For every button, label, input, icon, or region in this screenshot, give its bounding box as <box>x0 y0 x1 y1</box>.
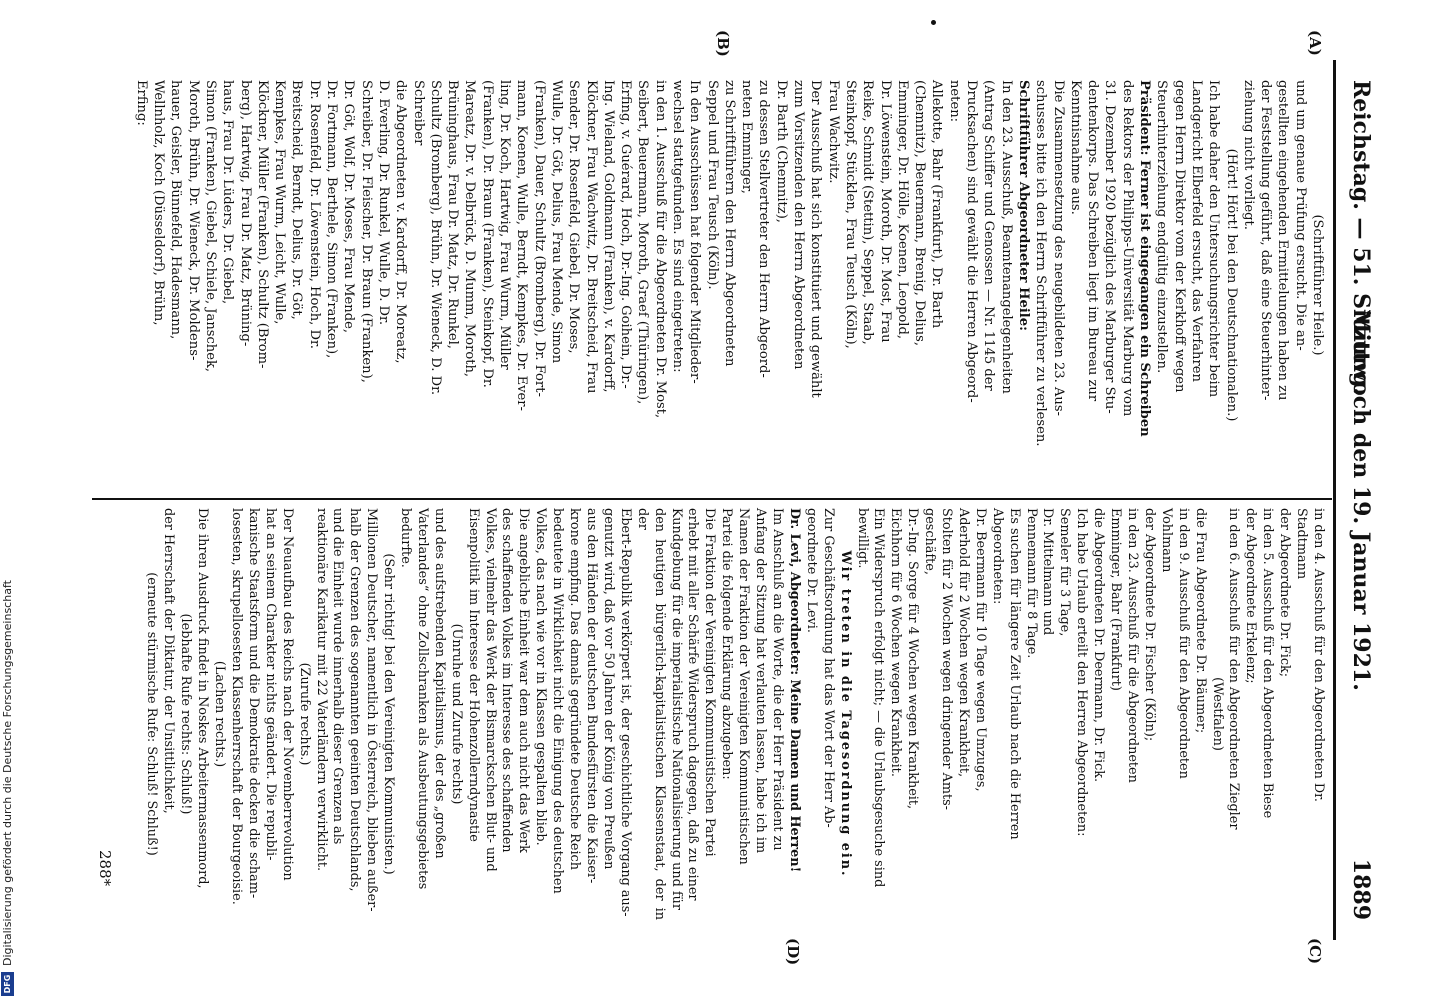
margin-mark-d: (D) <box>784 938 802 966</box>
text-line: Aderhold für 2 Wochen wegen Krankheit, <box>955 508 971 778</box>
text-line: zum Vorsitzenden den Herrn Abgeordneten <box>791 80 807 370</box>
text-line: Moroth, Brühn, Dr. Wieneck, Dr. Moldens- <box>185 80 201 361</box>
text-line: Kundgebung für die imperialistische Nationalisierung und für <box>668 508 684 910</box>
text-line: und des aufstrebenden Kapitalismus, der des „großen <box>431 508 447 859</box>
text-line: Ich habe Urlaub erteilt den Herren Abgeordneten: <box>1074 508 1090 837</box>
text-line: Die ihren Ausdruck findet in Noskes Arbeitermassenmord, <box>195 508 211 889</box>
text-line: Breitscheid, Berndt, Delius, Dr. Göt, <box>289 80 305 320</box>
text-line: D. Everling, Dr. Runkel, Wulle, D. Dr. <box>375 80 391 326</box>
text-line: die Abgeordneten Dr. Deermann, Dr. Fick. <box>1091 508 1107 783</box>
text-line: Die angebliche Einheit war dem auch nicht das Werk <box>516 508 532 853</box>
margin-mark-c: (C) <box>1306 938 1324 965</box>
text-line: Partei die folgende Erklärung abzugeben: <box>719 508 735 780</box>
text-line: Volkes, vielmehr das Werk der Bismarckschen Blut- und <box>482 508 498 872</box>
text-line: Erfing: <box>133 80 149 126</box>
text-line: Schreiber <box>410 80 426 146</box>
text-line: Schriftführer Abgeordneter Heile: <box>1015 80 1031 331</box>
text-line: Schultz (Bromberg), Brühn, Dr. Wieneck, D. Dr. <box>427 80 443 396</box>
text-line: Mareatz, Dr. v. Delbrück, D. Mumm, Moroth, <box>462 80 478 378</box>
text-line: (Sehr richtig! bei den Vereinigten Kommunisten.) <box>381 553 397 875</box>
text-line: Dr. Barth (Chemnitz), <box>773 80 789 223</box>
text-line: Emminger, Bahr (Frankfurt) <box>1108 508 1124 691</box>
text-line: die Abgeordneten v. Kardorff, Dr. Moreatz, <box>393 80 409 364</box>
text-line: Steinkopf, Stücklen, Frau Teusch (Köln), <box>842 80 858 349</box>
text-line: bedurfte. <box>398 508 414 568</box>
text-line: der Herrschaft der Diktatur, der Unsittlichkeit, <box>161 508 177 814</box>
text-line: schusses bitte ich den Herrn Schriftführer zu verlesen. <box>1033 80 1049 447</box>
text-line: Es suchen für längere Zeit Urlaub nach die Herren <box>1006 508 1022 840</box>
text-line: Die Zusammensetzung des neugebildeten 23. Aus- <box>1050 80 1066 416</box>
text-line: Der Ausschuß hat sich konstituiert und gewählt <box>808 80 824 398</box>
text-line: Die Fraktion der Vereinigten Kommunistischen Partei <box>702 508 718 857</box>
text-line: der Abgeordnete Dr. Fick; <box>1277 508 1293 678</box>
text-line: Landgericht Elberfeld ersucht, das Verfahren <box>1188 80 1204 382</box>
header-date: Mittwoch den 19. Januar 1921. <box>1348 309 1374 691</box>
text-line: (Hört! Hört! bei den Deutschnationalen.) <box>1223 148 1239 422</box>
text-line: genutzt wird, daß vor 50 Jahren der König von Preußen <box>600 508 616 870</box>
left-column <box>133 80 1326 490</box>
text-line: Ebert-Republik verkörpert ist, der geschichtliche Vorgang aus- <box>617 508 633 917</box>
text-line: Frau Wachwitz. <box>825 80 841 184</box>
text-line: krone empfing. Das damals gegründete Deutsche Reich <box>567 508 583 870</box>
footer-page-number: 288* <box>96 850 114 887</box>
text-line: Simon (Franken), Giebel, Schiele, Janschek, <box>203 80 218 373</box>
text-line: neten Emminger, <box>739 80 755 194</box>
text-line: Seibert, Beuermann, Moroth, Graef (Thüringen), <box>635 80 651 405</box>
text-line: Reike, Schmidt (Stettin), Seppel, Staab, <box>860 80 876 345</box>
text-line: hauer, Geisler, Bünnefeld, Hadesmann, <box>168 80 184 340</box>
margin-mark-a: (A) <box>1306 30 1324 56</box>
text-line: Klöckner, Müller (Franken), Schultz (Brom- <box>254 80 270 369</box>
margin-mark-b: (B) <box>714 30 732 57</box>
text-line: wechsel stattgefunden. Es sind eingetreten: <box>670 80 686 373</box>
text-line: Der Neuaufbau des Reichs nach der Novemberrevolution <box>279 508 295 881</box>
text-line: Wulle, Dr. Göt, Delius, Frau Mende, Simon <box>548 80 564 364</box>
text-line: Kenntnisnahme aus. <box>1067 80 1083 215</box>
text-line: (Westfalen) <box>1209 677 1225 751</box>
text-line: gegen Herrn Direktor vom der Kerkhoff wegen <box>1171 80 1187 393</box>
text-line: (Antrag Schiffer und Genossen — Nr. 1145 der <box>981 80 997 391</box>
text-line: Ich habe daher den Untersuchungsrichter beim <box>1206 80 1222 398</box>
header-rule <box>1333 60 1336 940</box>
text-line: Vohlmann <box>1158 508 1174 573</box>
text-line: (Schriftführer Heile.) <box>1310 214 1325 356</box>
text-line: Wir treten in die Tagesordnung ein. <box>837 550 853 878</box>
text-line: bedeutete in Wirklichkeit nicht die Einigung des deutschen <box>550 508 566 894</box>
text-line: der Feststellung geführt, daß eine Steuerhinter- <box>1258 80 1274 401</box>
text-line: die Frau Abgeordnete Dr. Bäumer; <box>1192 508 1208 734</box>
text-line: Kempkes, Frau Wurm, Leicht, Wulle, <box>272 80 288 325</box>
text-line: und um genaue Prüfung ersucht. Die an- <box>1292 80 1308 351</box>
header-session: Reichstag. — 51. Sitzung. <box>1348 80 1374 396</box>
ink-dot <box>931 20 936 25</box>
text-line: 31. Dezember 1920 bezüglich des Marburger Stu- <box>1102 80 1118 414</box>
text-line: Pennemann für 8 Tage. <box>1023 508 1039 659</box>
text-line: (Chemnitz), Beuermann, Brenig, Delius, <box>912 80 928 347</box>
text-line: halb der Grenzen des sogenannten geeinten Deutschlands, <box>347 508 363 892</box>
text-line: Klöckner, Frau Wachwitz, Dr. Breitscheid, Frau <box>583 80 599 394</box>
text-line: (Zurufe rechts.) <box>296 662 312 766</box>
text-line: Semeler für 3 Tage, <box>1057 508 1073 637</box>
text-line: ziehung nicht vorliegt. <box>1240 80 1256 230</box>
text-line: Ing. Wieland, Goldmann (Franken), v. Kardorff, <box>600 80 616 393</box>
text-line: Allekotte, Bahr (Frankfurt), Dr. Barth <box>929 80 945 329</box>
text-line: Im Anschluß an die Worte, die der Herr Präsident zu <box>770 508 785 851</box>
text-line: den heutigen bürgerlich-kapitalistischen Klassenstaat, der in der <box>634 508 667 920</box>
text-line: Anfang der Sitzung hat verlauten lassen, habe ich im <box>753 508 769 854</box>
text-line: (lebhafte Rufe rechts: Schluß!) <box>178 613 194 815</box>
text-line: Dr. Göt, Wolf, Dr. Moses, Frau Mende, <box>341 80 357 333</box>
text-line: Namen der Fraktion der Vereinigten Kommunistischen <box>736 508 752 865</box>
page-header <box>1338 0 1378 1000</box>
text-line: Eisenpolitik im Interesse der Hohenzollerndynastie <box>465 508 481 842</box>
text-line: Dr. Rosenfeld, Dr. Löwenstein, Hoch, Dr. <box>306 80 322 349</box>
text-line: geordnete Dr. Levi. <box>803 508 819 633</box>
text-line: berg), Hartwig, Frau Dr. Matz, Brüning- <box>237 80 253 347</box>
text-line: Steuerhinterziehung endgültig einzustellen. <box>1154 80 1170 374</box>
text-line: zu dessen Stellvertreter den Herrn Abgeord- <box>756 80 772 378</box>
text-line: Stadtmann <box>1294 508 1310 580</box>
text-line: Dr. Fortmann, Berthele, Simon (Franken), <box>324 80 340 359</box>
text-line: neten: <box>946 80 962 123</box>
text-line: gestellten eingehenden Ermittelungen haben zu <box>1275 80 1291 401</box>
text-line: bewilligt. <box>854 508 870 569</box>
text-line: kanische Staatsform und die Demokratie decken die scham- <box>245 508 261 899</box>
text-line: des schaffenden Volkes im Interesse des schaffenden <box>499 508 515 853</box>
text-line: Dr. Beermann für 10 Tage wegen Umzuges, <box>972 508 988 792</box>
credit-text: Digitalisierung gefördert durch die Deutsche Forschungsgemeinschaft <box>1 580 14 966</box>
text-line: Brüninghaus, Frau Dr. Matz, Dr. Runkel, <box>445 80 461 349</box>
text-line: zu Schriftführern den Herrn Abgeordneten <box>721 80 737 367</box>
text-line: (Franken), Dauer, Schultz (Bromberg), Dr. Fort- <box>531 80 547 397</box>
text-line: Millionen Deutscher, namentlich in Österreich, blieben außer- <box>364 508 380 912</box>
text-line: Dr. Löwenstein, Moroth, Dr. Most, Frau <box>877 80 893 343</box>
text-line: dentenkorps. Das Schreiben liegt im Bureau zur <box>1085 80 1101 402</box>
text-line: Ein Widerspruch erfolgt nicht; — die Urlaubsgesuche sind <box>871 508 887 888</box>
text-line: Drucksachen) sind gewählt die Herren Abgeord- <box>964 80 980 403</box>
text-line: Präsident: Ferner ist eingegangen ein Schreiben <box>1137 80 1153 437</box>
text-line: reaktionäre Karikatur mit 22 Vaterländern verwirklicht. <box>313 508 329 872</box>
text-line: In den Ausschüssen hat folgender Mitglieder- <box>687 80 703 384</box>
text-line: Vaterlandes“ ohne Zollschranken als Ausbeutungsgebietes <box>414 508 430 890</box>
text-line: Volkes, das nach wie vor in Klassen gespalten blieb. <box>533 508 549 846</box>
text-line: in den 23. Ausschuß für die Abgeordneten <box>1125 508 1141 783</box>
text-line: haus, Frau Dr. Lüders, Dr. Giebel, <box>220 80 236 305</box>
text-line: (Franken), Dr. Braun (Franken), Steinkopf, Dr. <box>479 80 495 388</box>
text-line: des Rektors der Philipps-Universität Marburg vom <box>1119 80 1135 417</box>
text-line: der Abgeordnete Dr. Fischer (Köln); <box>1141 508 1157 742</box>
header-page-number: 1889 <box>1348 858 1374 920</box>
text-line: Eichhorn für 6 Wochen wegen Krankheit. <box>888 508 904 777</box>
text-line: (erneute stürmische Rufe: Schluß! Schluß!) <box>144 572 160 856</box>
text-line: ling, Dr. Koch, Hartwig, Frau Wurm, Müller <box>497 80 513 370</box>
text-line: hat an seinem Charakter nichts geändert. Die republi- <box>262 508 278 861</box>
text-line: Zur Geschäftsordnung hat das Wort der Herr Ab- <box>820 508 836 828</box>
column-divider <box>92 498 1332 500</box>
text-line: Sender, Dr. Rosenfeld, Giebel, Dr. Moses, <box>566 80 582 354</box>
text-line: (Unruhe und Zurufe rechts) <box>448 623 464 805</box>
text-line: mann, Koenen, Wulle, Berndt, Kempkes, Dr. Ever- <box>514 80 530 411</box>
text-line: in den 5. Ausschuß für den Abgeordneten Biese <box>1260 508 1276 819</box>
text-line: Dr. Levi, Abgeordneter: Meine Damen und Herren! <box>786 508 802 873</box>
text-line: in den 9. Ausschuß für den Abgeordneten <box>1175 508 1191 779</box>
dfg-logo: DFG <box>1 972 14 996</box>
text-line: Dr. Mittelmann und <box>1040 508 1056 636</box>
text-line: Seppel und Frau Teusch (Köln). <box>704 80 720 290</box>
text-line: und die Einheit wurde innerhalb dieser Grenzen als <box>330 508 346 845</box>
text-line: erhebt mit aller Schärfe Widerspruch dagegen, daß zu einer <box>685 508 701 901</box>
text-line: in den 1. Ausschuß für die Abgeordneten Dr. Most, <box>652 80 668 419</box>
text-line: Abgeordneten: <box>989 508 1005 605</box>
text-line: in den 6. Ausschuß für den Abgeordneten Ziegler <box>1226 508 1242 830</box>
text-line: Dr.-Ing. Sorge für 4 Wochen wegen Krankheit, <box>905 508 921 810</box>
text-line: in den 4. Ausschuß für den Abgeordneten Dr. <box>1311 508 1326 802</box>
text-line: aus den Händen der deutschen Bundesfürsten die Kaiser- <box>584 508 600 884</box>
text-line: Wellnholz, Koch (Düsseldorf), Brühn, <box>151 80 167 326</box>
text-line: Emminger, Dr. Hölle, Koenen, Leopold, <box>894 80 910 340</box>
text-line: der Abgeordnete Erkelenz; <box>1243 508 1259 684</box>
text-line: In den 23. Ausschuß, Beamtenangelegenheiten <box>998 80 1014 394</box>
text-line: losesten, skrupellosesten Klassenherrschaft der Bourgeoisie. <box>229 508 244 905</box>
text-line: Stolten für 2 Wochen wegen dringender Amts- <box>939 508 955 810</box>
text-line: Erfing, v. Guérard, Hoch, Dr.-Ing. Goihein, Dr.- <box>618 80 634 389</box>
text-line: geschäfte, <box>922 508 938 575</box>
text-line: (Lachen rechts.) <box>212 660 228 768</box>
right-column <box>143 508 1326 920</box>
credit-strip <box>0 0 16 1000</box>
text-line: Schreiber, Dr. Fleischer, Dr. Braun (Franken), <box>358 80 374 383</box>
